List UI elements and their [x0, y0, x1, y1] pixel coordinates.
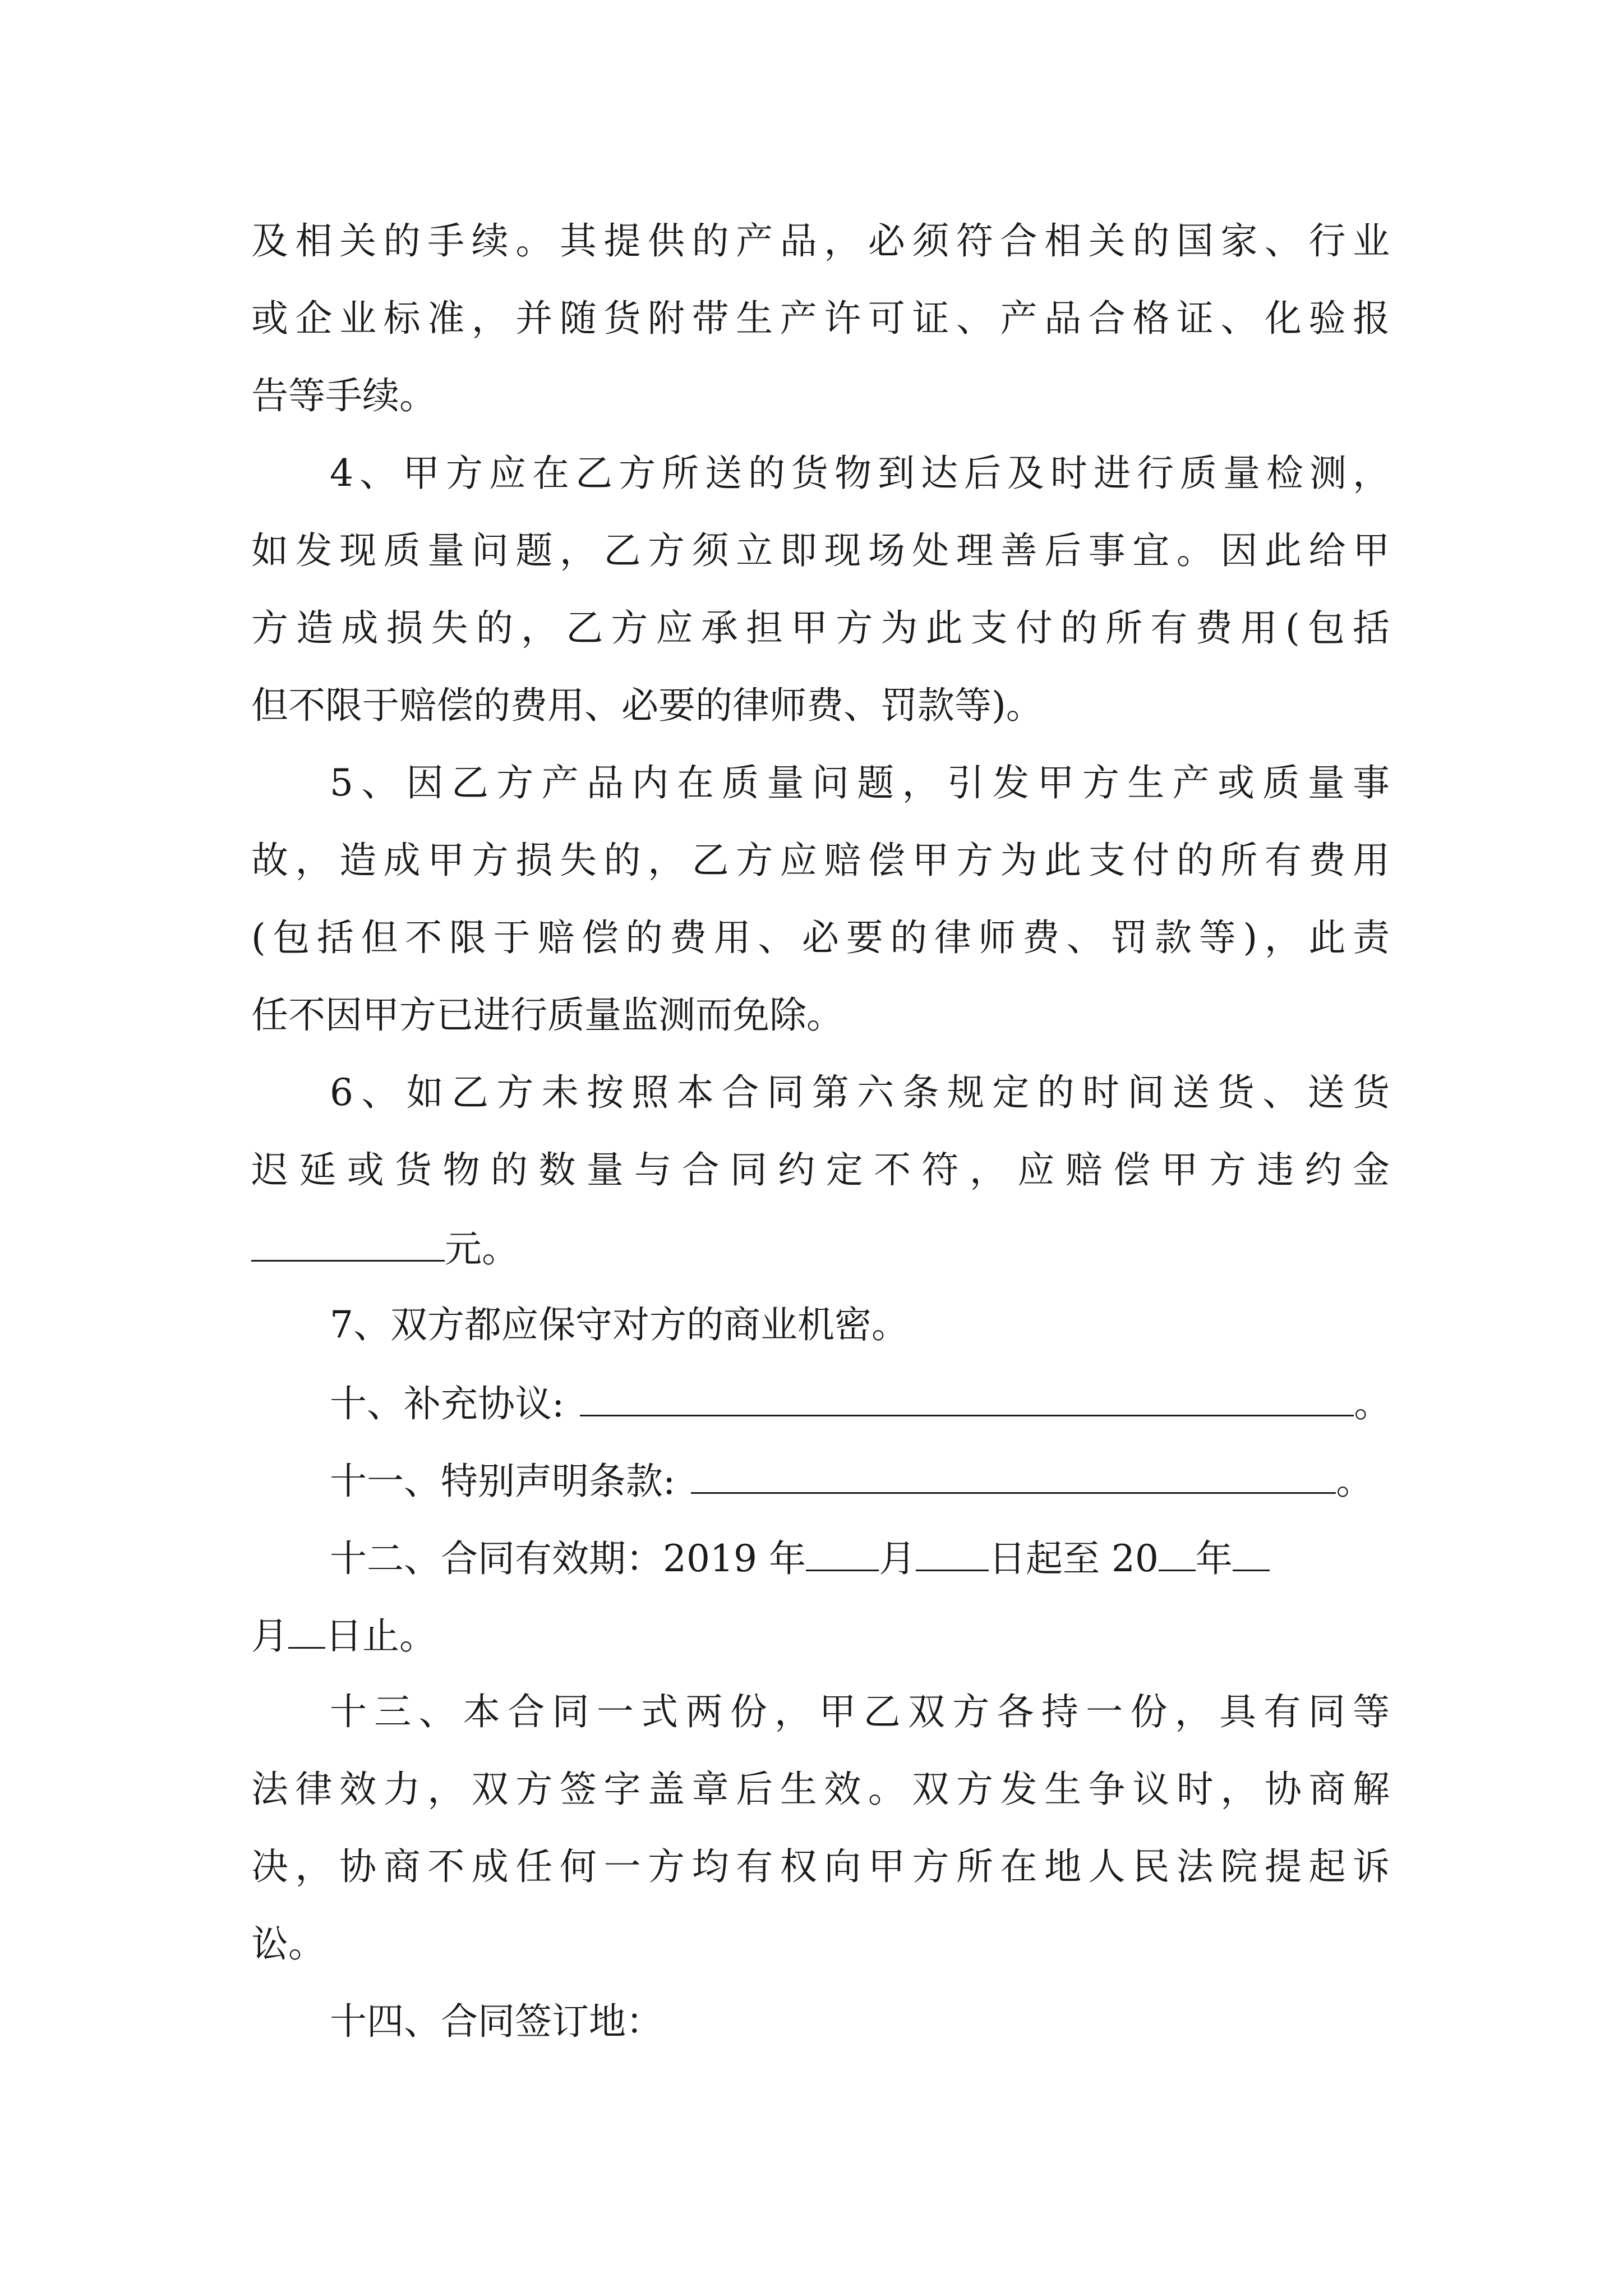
validity-end-label: 日起至 20 — [988, 1537, 1159, 1580]
section-12-line — [251, 1535, 1270, 1580]
paragraph-line: 告等手续。 — [251, 374, 436, 417]
clause-4-line: 但不限于赔偿的费用、必要的律师费、罚款等)。 — [251, 684, 1043, 727]
clause-4-line: 如发现质量问题，乙方须立即现场处理善后事宜。因此给甲 — [251, 529, 1390, 572]
section-11-line — [251, 1457, 1373, 1502]
supplementary-agreement-blank — [580, 1380, 1354, 1416]
paragraph-line: 及相关的手续。其提供的产品，必须符合相关的国家、行业 — [251, 219, 1390, 263]
clause-4-line: 4、甲方应在乙方所送的货物到达后及时进行质量检测， — [330, 452, 1390, 495]
validity-start-label: 十二、合同有效期：2019 年 — [330, 1537, 806, 1580]
period: 。 — [1354, 1382, 1391, 1425]
section-10-heading: 十、补充协议: — [330, 1382, 565, 1425]
clause-6-line: 6、如乙方未按照本合同第六条规定的时间送货、送货 — [330, 1071, 1390, 1114]
amount-blank — [251, 1225, 445, 1262]
year-label: 年 — [1195, 1537, 1233, 1580]
clause-6-amount-line — [251, 1225, 519, 1270]
end-month-blank — [1233, 1535, 1270, 1571]
section-13-line: 法律效力，双方签字盖章后生效。双方发生争议时，协商解 — [251, 1768, 1390, 1811]
end-year-blank — [1159, 1535, 1196, 1571]
start-month-blank — [806, 1535, 879, 1571]
paragraph-line: 或企业标准，并随货附带生产许可证、产品合格证、化验报 — [251, 297, 1390, 340]
section-10-line — [251, 1380, 1391, 1425]
clause-6-line: 迟延或货物的数量与合同约定不符，应赔偿甲方违约金 — [251, 1148, 1390, 1191]
month-label: 月 — [251, 1614, 288, 1658]
validity-end-suffix: 日止。 — [325, 1614, 436, 1658]
clause-5-line: 故，造成甲方损失的，乙方应赔偿甲方为此支付的所有费用 — [251, 839, 1390, 882]
clause-5-line: 5、因乙方产品内在质量问题，引发甲方生产或质量事 — [330, 761, 1390, 804]
end-day-blank — [288, 1612, 325, 1649]
clause-4-line: 方造成损失的，乙方应承担甲方为此支付的所有费用(包括 — [251, 606, 1390, 650]
clause-5-line: (包括但不限于赔偿的费用、必要的律师费、罚款等)，此责 — [251, 916, 1390, 959]
section-12-line — [251, 1612, 436, 1657]
section-14-line: 十四、合同签订地： — [330, 2000, 663, 2043]
special-statement-blank — [691, 1457, 1336, 1494]
section-13-line: 决，协商不成任何一方均有权向甲方所在地人民法院提起诉 — [251, 1845, 1390, 1888]
currency-unit: 元。 — [445, 1227, 519, 1271]
period: 。 — [1336, 1460, 1373, 1503]
section-11-heading: 十一、特别声明条款: — [330, 1460, 676, 1503]
section-13-line: 讼。 — [251, 1922, 325, 1966]
clause-7-line: 7、双方都应保守对方的商业机密。 — [330, 1303, 909, 1346]
section-13-line: 十三、本合同一式两份，甲乙双方各持一份，具有同等 — [330, 1690, 1390, 1733]
clause-5-line: 任不因甲方已进行质量监测而免除。 — [251, 993, 843, 1037]
month-label: 月 — [878, 1537, 916, 1580]
start-day-blank — [916, 1535, 989, 1571]
